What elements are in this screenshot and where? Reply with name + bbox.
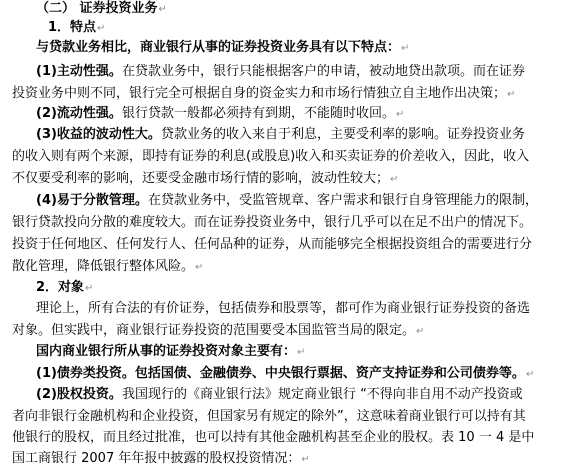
paragraph-mark-icon: ↵ <box>85 283 94 294</box>
text-line <box>36 342 305 362</box>
bold-text-run: (1)债券类投资。包括国债、金融债券、中央银行票据、资产支持证券和公司债券等。 <box>36 366 525 381</box>
text-run: 贷款业务的收入来自于利息，主要受利率的影响。证券投资业务 <box>160 127 525 142</box>
text-line <box>36 38 409 58</box>
text-run: 不仅要受利率的影响，还要受金融市场行情的影响，波动性较大； <box>12 171 390 186</box>
text-line <box>36 62 525 82</box>
text-line <box>12 321 424 341</box>
text-run: 散化管理，降低银行整体风险。 <box>12 259 195 274</box>
bold-text-run: (4)易于分散管理。 <box>36 193 148 208</box>
paragraph-mark-icon: ↵ <box>525 369 535 380</box>
bold-text-run: (1)主动性强。 <box>36 64 122 79</box>
text-line <box>12 169 398 189</box>
text-line <box>36 364 534 384</box>
paragraph-mark-icon: ↵ <box>97 23 106 34</box>
text-line <box>12 84 515 104</box>
bold-text-run: 国内商业银行所从事的证券投资对象主要有： <box>36 344 297 359</box>
paragraph-mark-icon: ↵ <box>297 347 306 358</box>
text-line <box>12 449 310 469</box>
text-line <box>36 385 523 405</box>
text-line <box>12 407 526 427</box>
text-run: 者向非银行金融机构和企业投资，但国家另有规定的除外”，这意味着商业银行可以持有其 <box>12 409 526 424</box>
text-run: 投资业务中则不同，银行完全可根据自身的资金实力和市场行情独立自主地作出决策； <box>12 86 507 101</box>
paragraph-mark-icon: ↵ <box>416 326 425 337</box>
text-line <box>12 428 534 448</box>
text-line <box>36 191 538 211</box>
text-run: 理论上，所有合法的有价证券，包括债券和股票等，都可作为商业银行证券投资的备选 <box>36 301 531 316</box>
text-line <box>12 235 532 255</box>
bold-text-run: (2)股权投资。 <box>36 387 122 402</box>
bold-text-run: 2．对象 <box>36 280 85 295</box>
text-line <box>48 18 105 38</box>
text-line <box>36 104 404 124</box>
text-run: 国工商银行 2007 年年报中披露的股权投资情况： <box>12 451 301 466</box>
bold-text-run: 1．特点 <box>48 20 97 35</box>
text-run: 对象。但实践中，商业银行证券投资的范围要受本国监管当局的限定。 <box>12 323 416 338</box>
text-line <box>12 147 529 167</box>
paragraph-mark-icon: ↵ <box>401 43 410 54</box>
paragraph-mark-icon: ↵ <box>395 109 405 120</box>
paragraph-mark-icon: ↵ <box>390 174 399 185</box>
text-line <box>36 125 525 145</box>
paragraph-mark-icon: ↵ <box>507 89 516 100</box>
text-line <box>12 213 532 233</box>
text-line <box>36 0 167 19</box>
bold-text-run: 与贷款业务相比，商业银行从事的证券投资业务具有以下特点： <box>36 40 401 55</box>
text-run: 的收入则有两个来源，即持有证券的利息(或股息)收入和买卖证券的价差收入，因此，收入 <box>12 149 530 164</box>
text-line <box>36 299 530 319</box>
text-line <box>36 278 93 298</box>
text-run: 在贷款业务中，受监管规章、客户需求和银行自身管理能力的限制， <box>147 193 538 208</box>
bold-text-run: (2)流动性强。 <box>36 106 122 121</box>
paragraph-mark-icon: ↵ <box>195 262 204 273</box>
paragraph-mark-icon: ↵ <box>158 4 167 15</box>
text-run: 我国现行的《商业银行法》规定商业银行 “不得向非自用不动产投资或 <box>121 387 523 402</box>
bold-text-run: （二） 证券投资业务 <box>36 1 158 16</box>
text-line <box>12 257 203 277</box>
text-run: 投资于任何地区、任何发行人、任何品种的证券，从而能够完全根据投资组合的需要进行分 <box>12 237 533 252</box>
paragraph-mark-icon: ↵ <box>301 454 310 465</box>
bold-text-run: (3)收益的波动性大。 <box>36 127 161 142</box>
text-run: 银行贷款投向分散的难度较大。而在证券投资业务中，银行几乎可以在足不出户的情况下。 <box>12 215 533 230</box>
text-run: 他银行的股权，而且经过批准，也可以持有其他金融机构甚至企业的股权。表 10 一 4 是中 <box>12 430 535 445</box>
text-run: 银行贷款一般都必须持有到期，不能随时收回。 <box>121 106 395 121</box>
text-run: 在贷款业务中，银行只能根据客户的申请，被动地贷出款项。而在证券 <box>121 64 525 79</box>
